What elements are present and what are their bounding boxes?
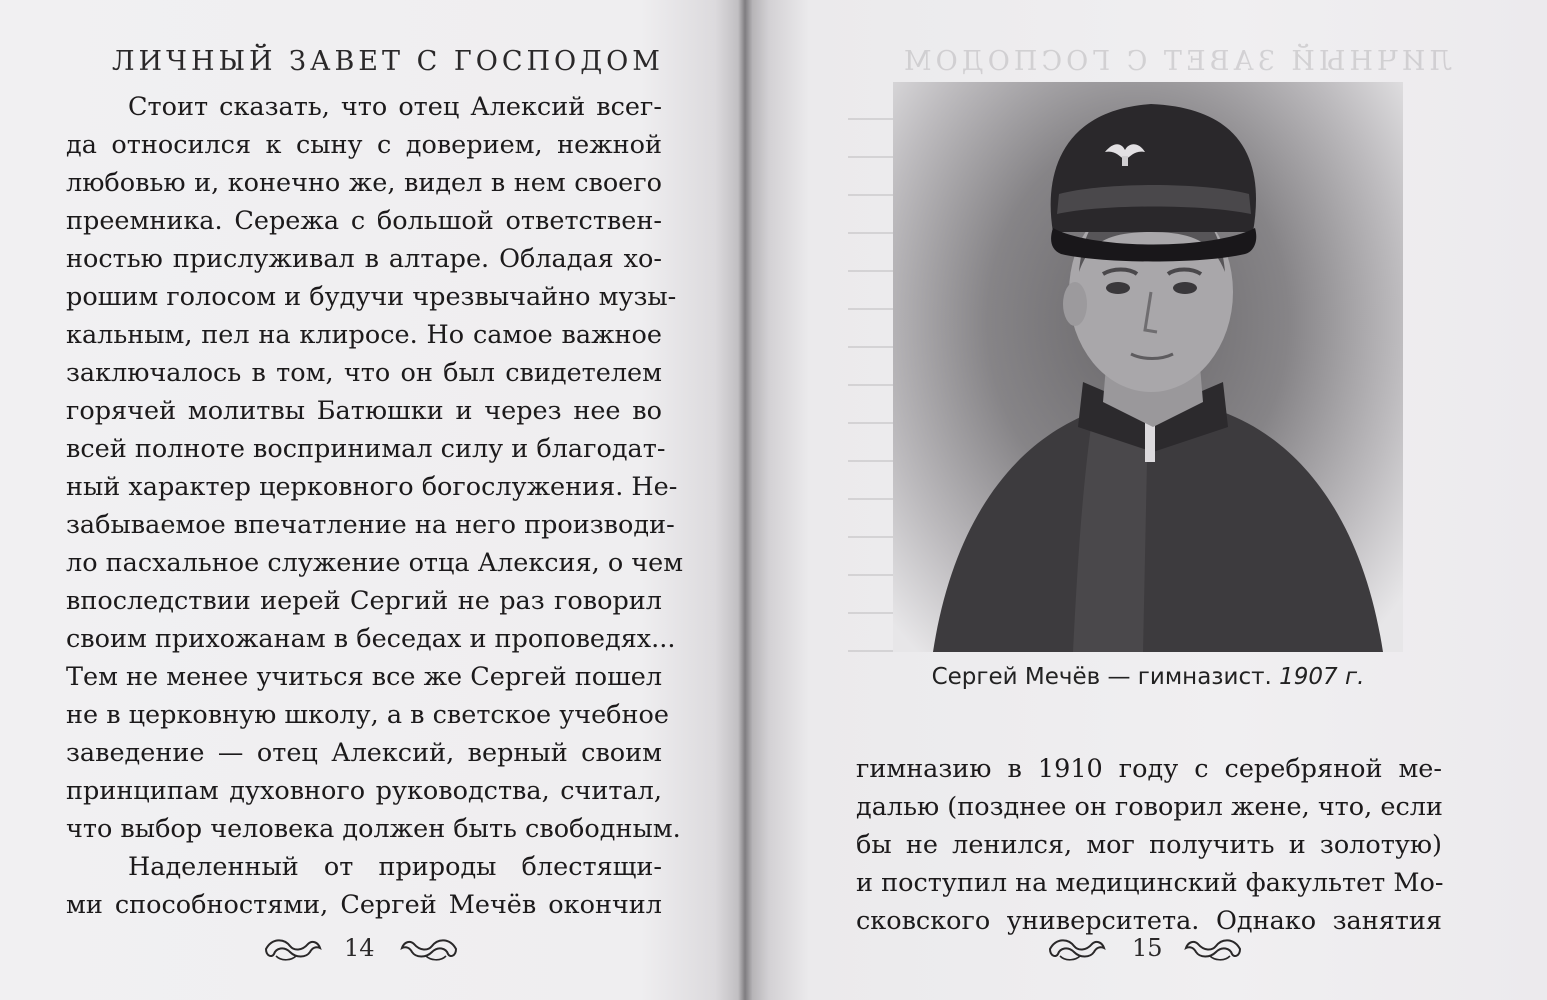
text-line: впоследствии иерей Сергий не раз говорил	[66, 586, 662, 616]
text-line: заведение — отец Алексий, верный своим	[66, 738, 662, 768]
text-line: заключалось в том, что он был свидетелем	[66, 358, 662, 388]
text-line: не в церковную школу, а в светское учебное	[66, 700, 669, 730]
text-line: сковского университета. Однако занятия	[856, 906, 1442, 936]
text-line: своим прихожанам в беседах и проповедях...	[66, 624, 676, 654]
portrait-photo	[893, 82, 1403, 652]
text-line: гимназию в 1910 году с серебряной ме-	[856, 754, 1442, 784]
text-line: забываемое впечатление на него производи-	[66, 510, 675, 540]
text-line: и поступил на медицинский факультет Мо-	[856, 868, 1444, 898]
text-line: Наделенный от природы блестящи-	[128, 852, 662, 882]
text-line: горячей молитвы Батюшки и через нее во	[66, 396, 662, 426]
running-head: ЛИЧНЫЙ ЗАВЕТ С ГОСПОДОМ	[112, 46, 664, 77]
left-page-number: 14	[344, 934, 375, 962]
left-ornament-right-icon	[398, 934, 460, 964]
text-line: любовью и, конечно же, видел в нем своего	[66, 168, 662, 198]
text-line: ло пасхальное служение отца Алексия, о чем	[66, 548, 684, 578]
book-gutter	[738, 0, 752, 1000]
portrait-illustration	[893, 82, 1403, 652]
text-line: принципам духовного руководства, считал,	[66, 776, 662, 806]
right-ornament-right-icon	[1182, 934, 1244, 964]
right-ornament-icon	[1046, 934, 1108, 964]
left-body-text	[66, 88, 684, 924]
text-line: ми способностями, Сергей Мечёв окончил	[66, 890, 662, 920]
right-page-number: 15	[1132, 934, 1163, 962]
text-line: далью (позднее он говорил жене, что, если	[856, 792, 1443, 822]
text-line: ный характер церковного богослужения. Не-	[66, 472, 678, 502]
text-line: ностью прислуживал в алтаре. Обладая хо-	[66, 244, 662, 274]
text-line: всей полноте воспринимал силу и благодат-	[66, 434, 666, 464]
photo-caption	[893, 664, 1403, 690]
caption-text: Сергей Мечёв — гимназист.	[931, 664, 1272, 690]
caption-year: 1907 г.	[1279, 664, 1365, 690]
text-line: что выбор человека должен быть свободным.	[66, 814, 681, 844]
text-line: Тем не менее учиться все же Сергей пошел	[66, 662, 663, 692]
right-body-text	[856, 750, 1442, 940]
text-line: да относился к сыну с доверием, нежной	[66, 130, 662, 160]
text-line: кальным, пел на клиросе. Но самое важное	[66, 320, 662, 350]
left-ornament-icon	[262, 934, 324, 964]
show-through-head: ЛИЧНЫЙ ЗАВЕТ С ГОСПОДОМ	[900, 46, 1452, 77]
text-line: рошим голосом и будучи чрезвычайно музы-	[66, 282, 677, 312]
text-line: бы не ленился, мог получить и золотую)	[856, 830, 1442, 860]
text-line: преемника. Сережа с большой ответствен-	[66, 206, 662, 236]
text-line: Стоит сказать, что отец Алексий всег-	[128, 92, 662, 122]
